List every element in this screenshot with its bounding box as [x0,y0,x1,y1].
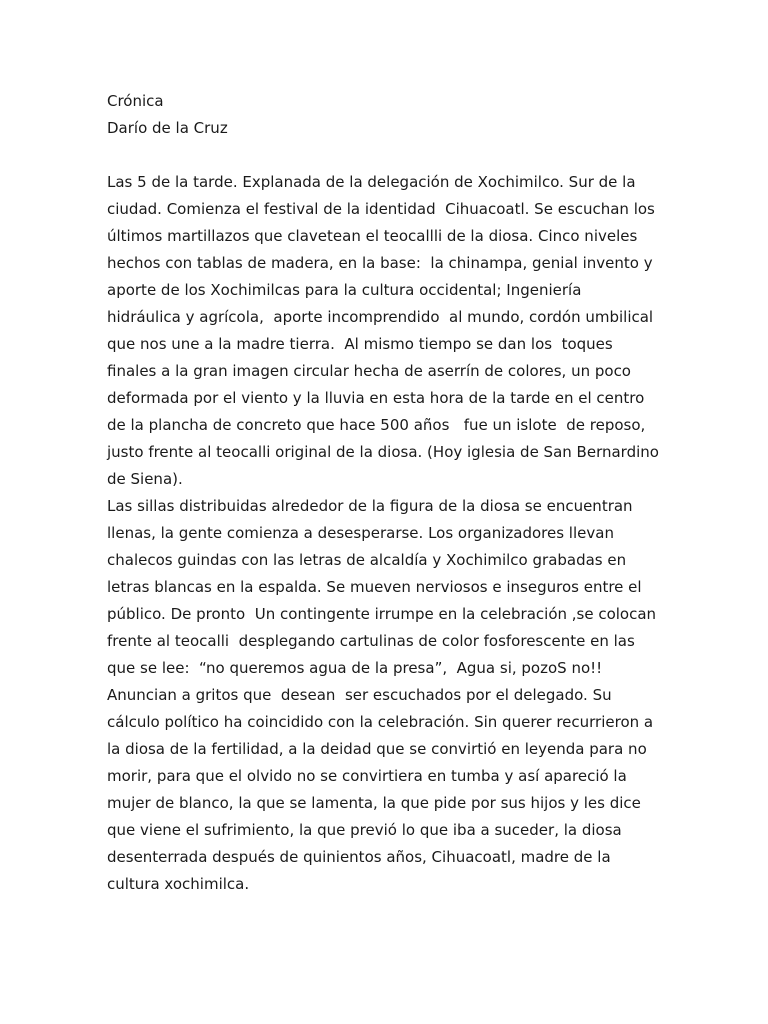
text-line: ciudad. Comienza el festival de la identidad Cihuacoatl. Se escuchan los [107,200,655,218]
text-line: deformada por el viento y la lluvia en esta hora de la tarde en el centro [107,389,645,407]
text-line: de Siena). [107,470,183,488]
document-header [107,88,667,142]
text-line: Anuncian a gritos que desean ser escuchados por el delegado. Su [107,686,612,704]
text-line: chalecos guindas con las letras de alcaldía y Xochimilco grabadas en [107,551,627,569]
text-line: hidráulica y agrícola, aporte incomprendido al mundo, cordón umbilical [107,308,654,326]
text-line: cálculo político ha coincidido con la celebración. Sin querer recurrieron a [107,713,654,731]
text-line: finales a la gran imagen circular hecha de aserrín de colores, un poco [107,362,631,380]
text-line: la diosa de la fertilidad, a la deidad que se convirtió en leyenda para no [107,740,647,758]
text-line: hechos con tablas de madera, en la base: la chinampa, genial invento y [107,254,653,272]
paragraph-1 [107,169,667,493]
text-line: mujer de blanco, la que se lamenta, la que pide por sus hijos y les dice [107,794,641,812]
text-line: que se lee: “no queremos agua de la presa”, Agua si, pozoS no!! [107,659,603,677]
text-line: últimos martillazos que clavetean el teocallli de la diosa. Cinco niveles [107,227,638,245]
text-line: público. De pronto Un contingente irrumpe en la celebración ,se colocan [107,605,657,623]
paragraph-2 [107,493,667,898]
text-line: letras blancas en la espalda. Se mueven nerviosos e inseguros entre el [107,578,642,596]
text-line: desenterrada después de quinientos años, Cihuacoatl, madre de la [107,848,611,866]
text-line: morir, para que el olvido no se convirtiera en tumba y así apareció la [107,767,627,785]
text-line: que nos une a la madre tierra. Al mismo tiempo se dan los toques [107,335,613,353]
text-line: de la plancha de concreto que hace 500 años fue un islote de reposo, [107,416,646,434]
document-body [107,88,667,898]
document-author: Darío de la Cruz [107,119,228,137]
document-title: Crónica [107,92,164,110]
text-line: aporte de los Xochimilcas para la cultura occidental; Ingeniería [107,281,582,299]
text-line: que viene el sufrimiento, la que previó lo que iba a suceder, la diosa [107,821,622,839]
text-line: justo frente al teocalli original de la diosa. (Hoy iglesia de San Bernardino [107,443,659,461]
text-line: cultura xochimilca. [107,875,250,893]
text-line: llenas, la gente comienza a desesperarse. Los organizadores llevan [107,524,614,542]
text-line: Las sillas distribuidas alrededor de la figura de la diosa se encuentran [107,497,633,515]
text-line: frente al teocalli desplegando cartulinas de color fosforescente en las [107,632,635,650]
text-line: Las 5 de la tarde. Explanada de la delegación de Xochimilco. Sur de la [107,173,636,191]
